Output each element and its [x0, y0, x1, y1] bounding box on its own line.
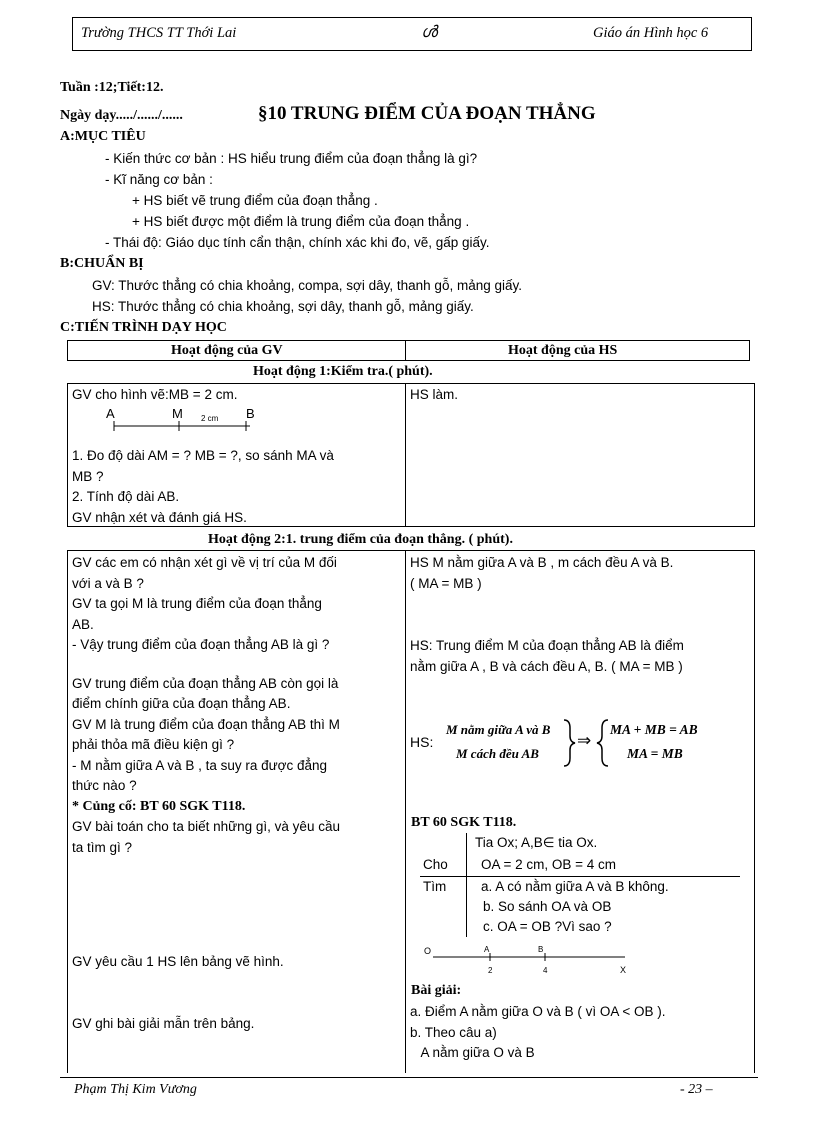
- label-a: A: [484, 945, 490, 954]
- page-number: - 23 –: [680, 1082, 713, 1097]
- activity-1-gv-cell: [72, 385, 237, 406]
- act1-gv-line: GV nhận xét và đánh giá HS.: [72, 509, 247, 525]
- solution-heading: Bài giải:: [411, 983, 462, 998]
- table-header-row: [67, 340, 750, 360]
- col-gv-header: Hoạt động của GV: [171, 343, 283, 358]
- act2-gv-line: GV các em có nhận xét gì về vị trí của M đối: [72, 555, 337, 570]
- act2-gv-line: GV M là trung điểm của đoạn thẳng AB thì M: [72, 716, 340, 732]
- solution-line: A nằm giữa O và B: [410, 1045, 535, 1060]
- row-line: [67, 360, 750, 361]
- activity-2-title: Hoạt động 2:1. trung điểm của đoạn thẳng. ( phút).: [208, 532, 513, 547]
- activity-1-divider: [405, 383, 406, 527]
- teaching-date: Ngày dạy...../....../......: [60, 108, 183, 123]
- header-divider: [405, 340, 406, 360]
- act2-gv-line: ta tìm gì ?: [72, 839, 133, 855]
- act2-hs-line: nằm giữa A , B và cách đều A, B. ( MA = MB ): [410, 658, 683, 674]
- label-m: M: [172, 406, 183, 421]
- activity-2-gv-cell: [72, 553, 340, 858]
- question-c: c. OA = OB ?Vì sao ?: [483, 919, 612, 934]
- label-4: 4: [543, 966, 548, 975]
- given-ray: Tia Ox; A,B∈ tia Ox.: [475, 835, 598, 850]
- page-title: §10 TRUNG ĐIỂM CỦA ĐOẠN THẲNG: [258, 103, 596, 124]
- activity-2-divider: [405, 550, 406, 1073]
- act1-gv-line: 2. Tính độ dài AB.: [72, 489, 180, 504]
- solution-text: [410, 1002, 666, 1064]
- col-hs-header: Hoạt động của HS: [508, 343, 618, 358]
- implies-arrow: ⇒: [577, 731, 592, 750]
- act2-hs-line: HS M nằm giữa A và B , m cách đều A và B.: [410, 555, 674, 570]
- activity-2-hs-definition: [410, 636, 684, 677]
- act2-gv-line: GV ta gọi M là trung điểm của đoạn thẳng: [72, 596, 322, 611]
- act2-gv-line: GV bài toán cho ta biết những gì, và yêu cầu: [72, 819, 340, 834]
- week-lesson: Tuần :12;Tiết:12.: [60, 80, 164, 95]
- act2-gv-line: GV trung điểm của đoạn thẳng AB còn gọi là: [72, 675, 339, 691]
- ray-ox-figure: [420, 940, 640, 978]
- act2-gv-line: AB.: [72, 616, 94, 632]
- header-logo: ൾ: [421, 24, 438, 41]
- question-a: a. A có nằm giữa A và B không.: [481, 879, 669, 894]
- act2-gv-line: điểm chính giữa của đoạn thẳng AB.: [72, 696, 291, 711]
- section-a-heading: A:MỤC TIÊU: [60, 129, 146, 144]
- label-2: 2: [488, 966, 493, 975]
- label-o: O: [424, 946, 432, 956]
- hs-label: HS:: [410, 734, 434, 750]
- act2-gv-line: với a và B ?: [72, 575, 144, 591]
- activity-1-gv-questions: [72, 446, 334, 528]
- act2-gv-line: - M nằm giữa A và B , ta suy ra được đẳng: [72, 757, 328, 773]
- label-a: A: [106, 406, 115, 421]
- left-brace: [597, 720, 608, 766]
- act2-gv-line: - Vậy trung điểm của đoạn thẳng AB là gì ?: [72, 637, 330, 652]
- act1-gv-line: 1. Đo độ dài AM = ? MB = ?, so sánh MA và: [72, 448, 334, 463]
- header-school: Trường THCS TT Thới Lai: [81, 25, 237, 41]
- act2-gv-line: phải thỏa mã điều kiện gì ?: [72, 737, 235, 752]
- given-find-divider: [466, 833, 467, 937]
- activity-2-hs-cell: [410, 553, 673, 594]
- gv-write-instruction: GV ghi bài giải mẫn trên bảng.: [72, 1016, 255, 1031]
- activity-1-title: Hoạt động 1:Kiểm tra.( phút).: [253, 364, 433, 379]
- given-find-rule: [420, 876, 740, 877]
- activity-1-hs-cell: HS làm.: [410, 387, 459, 402]
- question-b: b. So sánh OA và OB: [483, 899, 612, 914]
- header-subject: Giáo án Hình học 6: [593, 25, 709, 41]
- exercise-title: BT 60 SGK T118.: [411, 815, 517, 830]
- section-b-heading: B:CHUẨN BỊ: [60, 256, 144, 271]
- given-label: Cho: [423, 857, 448, 872]
- result-sum: MA + MB = AB: [610, 722, 698, 737]
- footer-rule: [60, 1077, 758, 1078]
- act2-gv-line: thức nào ?: [72, 778, 137, 793]
- act1-gv-line: MB ?: [72, 468, 104, 484]
- label-len: 2 cm: [201, 414, 219, 423]
- right-brace: [564, 720, 575, 766]
- objective-attitude: - Thái độ: Giáo dục tính cẩn thận, chính xác khi đo, vẽ, gấp giấy.: [105, 235, 490, 250]
- section-c-heading: C:TIẾN TRÌNH DẠY HỌC: [60, 320, 227, 335]
- objective-skills: - Kĩ năng cơ bản :: [105, 172, 213, 187]
- gv-draw-instruction: GV yêu cầu 1 HS lên bảng vẽ hình.: [72, 954, 284, 969]
- segment-ab-figure: [100, 404, 270, 434]
- solution-line: a. Điểm A nằm giữa O và B ( vì OA < OB ).: [410, 1004, 666, 1019]
- condition-equidistant: M cách đều AB: [456, 746, 539, 761]
- objective-skill-2: + HS biết được một điểm là trung điểm của đoạn thẳng .: [132, 214, 470, 229]
- act2-hs-line: ( MA = MB ): [410, 575, 482, 591]
- objective-knowledge: - Kiến thức cơ bản : HS hiểu trung điểm của đoạn thẳng là gì?: [105, 151, 478, 166]
- act2-hs-line: HS: Trung điểm M của đoạn thẳng AB là điểm: [410, 638, 684, 653]
- page-header: [72, 17, 752, 51]
- act1-gv-line: GV cho hình vẽ:MB = 2 cm.: [72, 387, 238, 402]
- label-b: B: [538, 945, 544, 954]
- find-label: Tìm: [423, 879, 447, 894]
- objective-skill-1: + HS biết vẽ trung điểm của đoạn thẳng .: [132, 193, 378, 208]
- label-b: B: [246, 406, 255, 421]
- label-x: X: [620, 965, 627, 975]
- condition-between: M nằm giữa A và B: [446, 722, 551, 737]
- result-equal: MA = MB: [627, 746, 683, 761]
- prep-student: HS: Thước thẳng có chia khoảng, sợi dây, thanh gỗ, mảng giấy.: [92, 299, 474, 314]
- consolidation-heading: * Củng cố: BT 60 SGK T118.: [72, 798, 246, 814]
- given-lengths: OA = 2 cm, OB = 4 cm: [481, 857, 617, 872]
- solution-line: b. Theo câu a): [410, 1024, 497, 1040]
- footer-author: Phạm Thị Kim Vương: [74, 1082, 197, 1097]
- prep-teacher: GV: Thước thẳng có chia khoảng, compa, sợi dây, thanh gỗ, mảng giấy.: [92, 278, 522, 293]
